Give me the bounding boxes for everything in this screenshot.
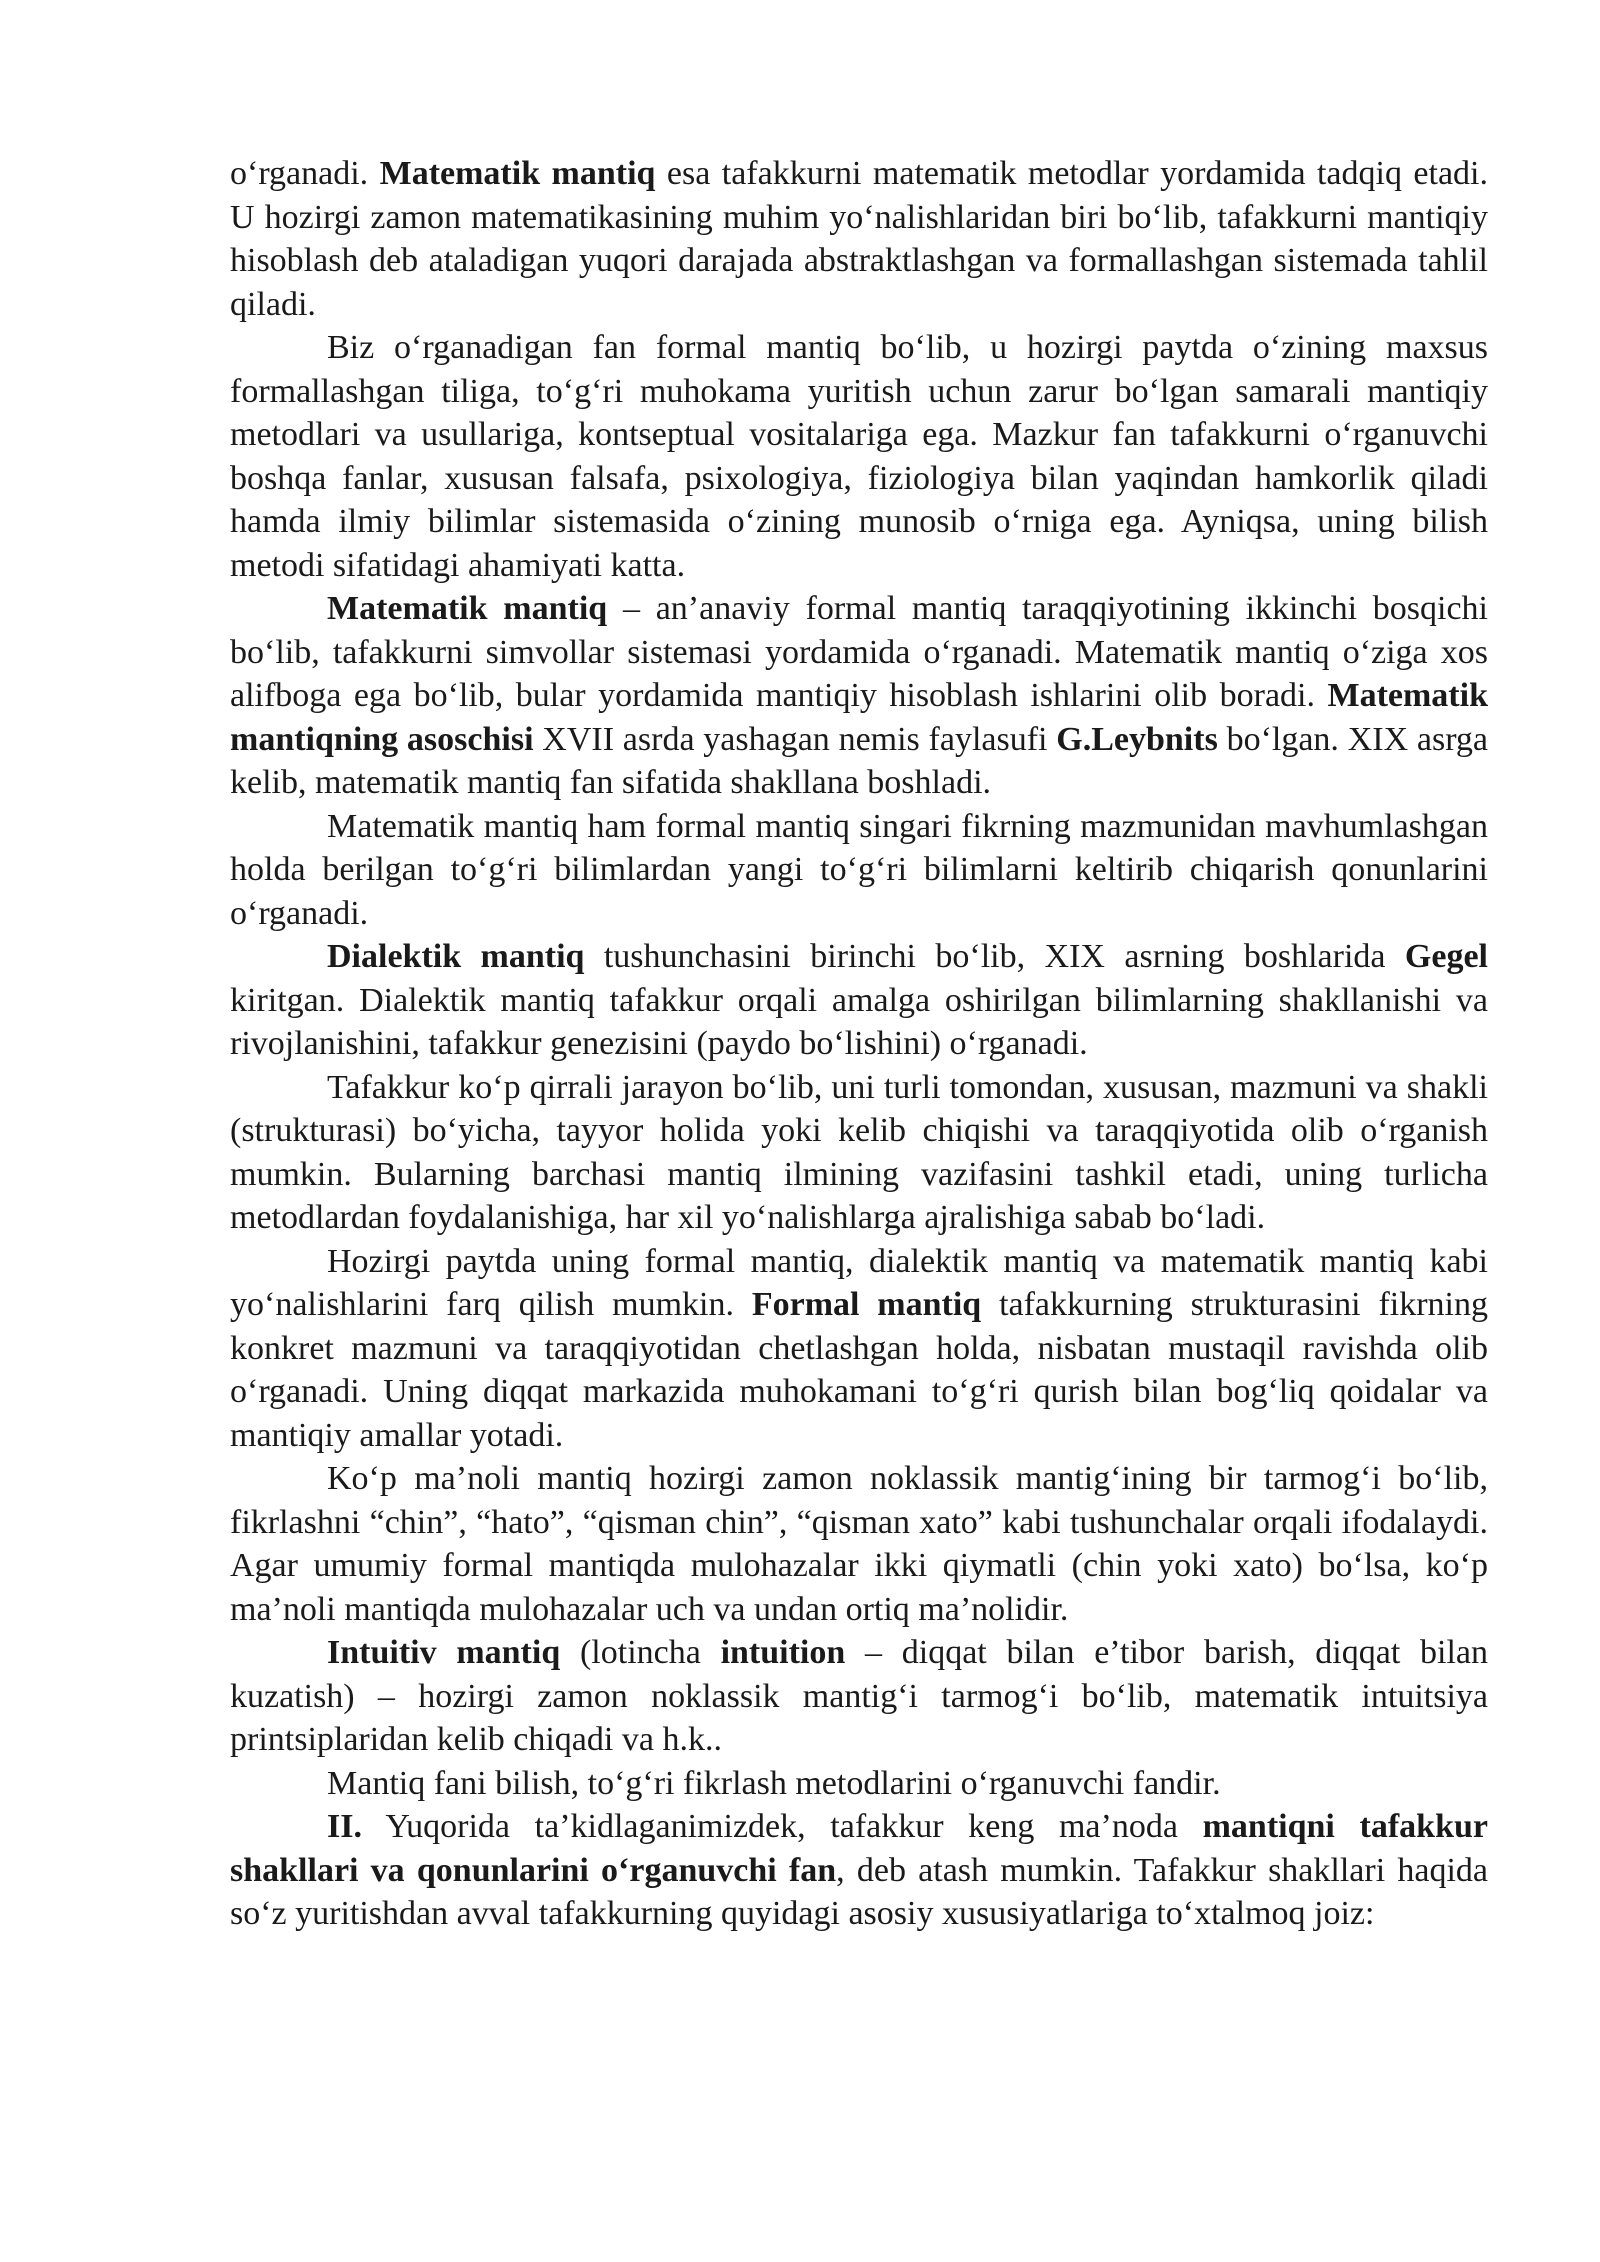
paragraph-text: tushunchasini birinchi bo‘lib, XIX asrning boshlarida: [584, 938, 1405, 975]
paragraph-text: (lotincha: [560, 1634, 721, 1671]
paragraph-text: kiritgan. Dialektik mantiq tafakkur orqali amalga oshirilgan bilimlarning shakllanishi va rivojlanishini, tafakkur genezisini (paydo bo‘lishini) o‘rganadi.: [230, 981, 1488, 1062]
paragraph-text: XVII asrda yashagan nemis faylasufi: [533, 720, 1057, 758]
paragraph-text: esa tafakkurni matematik metodlar yordamida tadqiq etadi. U hozirgi zamon matematikasining muhim yo‘nalishlaridan biri bo‘lib, tafakkurni mantiqiy hisoblash deb ataladigan yuqori darajada abstraktlashgan va formallashgan sistemada tahlil qiladi.: [230, 155, 1488, 323]
bold-term: Intuitiv mantiq: [327, 1634, 561, 1671]
paragraph-text: – diqqat bilan e’tibor barish, diqqat bilan kuzatish) – hozirgi zamon noklassik mantig‘i tarmog‘i bo‘lib, matematik intuitsiya printsiplaridan kelib chiqadi va h.k..: [230, 1634, 1489, 1758]
paragraph-text: tafakkurning strukturasini fikrning konkret mazmuni va taraqqiyotidan chetlashgan holda, nisbatan mustaqil ravishda olib o‘rganadi. Uning diqqat markazida muhokamani to‘g‘ri qurish bilan bog‘liq qoidalar va mantiqiy amallar yotadi.: [230, 1286, 1488, 1454]
paragraph-5: [230, 935, 1488, 1066]
paragraph-text: , deb atash mumkin. Tafakkur shakllari haqida so‘z yuritishdan avval tafakkurning quyidagi asosiy xususiyatlariga to‘xtalmoq joiz:: [230, 1851, 1488, 1932]
paragraph-2: [230, 326, 1488, 587]
bold-term: Formal mantiq: [751, 1286, 982, 1323]
paragraph-7: [230, 1240, 1488, 1458]
paragraph-text: Matematik mantiq ham formal mantiq singari fikrning mazmunidan mavhumlashgan holda berilgan to‘g‘ri bilimlardan yangi to‘g‘ri bilimlarni keltirib chiqarish qonunlarini o‘rganadi.: [230, 807, 1488, 932]
paragraph-text: o‘rganadi.: [230, 155, 380, 192]
paragraph-3: [230, 587, 1488, 805]
paragraph-4: [230, 805, 1488, 936]
bold-term: mantiqni tafakkur shakllari va qonunlarini o‘rganuvchi fan: [230, 1808, 1488, 1889]
bold-term: Gegel: [1404, 938, 1488, 975]
bold-term: Matematik mantiqning asoschisi: [230, 677, 1488, 758]
paragraph-11: [230, 1805, 1488, 1936]
paragraph-text: bo‘lgan. XIX asrga kelib, matematik mantiq fan sifatida shakllana boshladi.: [230, 720, 1489, 801]
paragraph-text: – an’anaviy formal mantiq taraqqiyotining ikkinchi bosqichi bo‘lib, tafakkurni simvollar sistemasi yordamida o‘rganadi. Matematik mantiq o‘ziga xos alifboga ega bo‘lib, bular yordamida mantiqiy hisoblash ishlarini olib boradi.: [230, 590, 1488, 714]
bold-term: Matematik mantiq: [379, 155, 656, 192]
paragraph-9: [230, 1631, 1488, 1762]
paragraph-text: Yuqorida ta’kidlaganimizdek, tafakkur keng ma’noda: [361, 1808, 1203, 1845]
paragraph-text: Mantiq fani bilish, to‘g‘ri fikrlash metodlarini o‘rganuvchi fandir.: [327, 1764, 1221, 1802]
paragraph-text: Biz o‘rganadigan fan formal mantiq bo‘lib, u hozirgi paytda o‘zining maxsus formallashgan tiliga, to‘g‘ri muhokama yuritish uchun zarur bo‘lgan samarali mantiqiy metodlari va usullariga, kontseptual vositalariga ega. Mazkur fan tafakkurni o‘rganuvchi boshqa fanlar, xususan falsafa, psixologiya, fiziologiya bilan yaqindan hamkorlik qiladi hamda ilmiy bilimlar sistemasida o‘zining munosib o‘rniga ega. Ayniqsa, uning bilish metodi sifatidagi ahamiyati katta.: [230, 329, 1488, 584]
paragraph-1: [230, 152, 1488, 326]
bold-term: G.Leybnits: [1056, 720, 1218, 758]
bold-term: intuition: [720, 1634, 846, 1671]
bold-term: Matematik mantiq: [327, 590, 608, 627]
paragraph-6: [230, 1066, 1488, 1240]
paragraph-8: [230, 1457, 1488, 1631]
paragraph-text: Ko‘p ma’noli mantiq hozirgi zamon noklassik mantig‘ining bir tarmog‘i bo‘lib, fikrlashni “chin”, “hato”, “qisman chin”, “qisman xato” kabi tushunchalar orqali ifodalaydi. Agar umumiy formal mantiqda mulohazalar ikki qiymatli (chin yoki xato) bo‘lsa, ko‘p ma’noli mantiqda mulohazalar uch va undan ortiq ma’nolidir.: [230, 1460, 1488, 1628]
paragraph-text: Tafakkur ko‘p qirrali jarayon bo‘lib, uni turli tomondan, xususan, mazmuni va shakli (strukturasi) bo‘yicha, tayyor holida yoki kelib chiqishi va taraqqiyotida olib o‘rganish mumkin. Bularning barchasi mantiq ilmining vazifasini tashkil etadi, uning turlicha metodlardan foydalanishiga, har xil yo‘nalishlarga ajralishiga sabab bo‘ladi.: [230, 1068, 1488, 1236]
document-page: [230, 152, 1488, 1936]
bold-term: II.: [327, 1808, 362, 1845]
paragraph-text: Hozirgi paytda uning formal mantiq, dialektik mantiq va matematik mantiq kabi yo‘nalishlarini farq qilish mumkin.: [230, 1242, 1488, 1323]
bold-term: Dialektik mantiq: [327, 938, 585, 975]
paragraph-10: [230, 1762, 1488, 1806]
document-body: [230, 152, 1488, 1936]
